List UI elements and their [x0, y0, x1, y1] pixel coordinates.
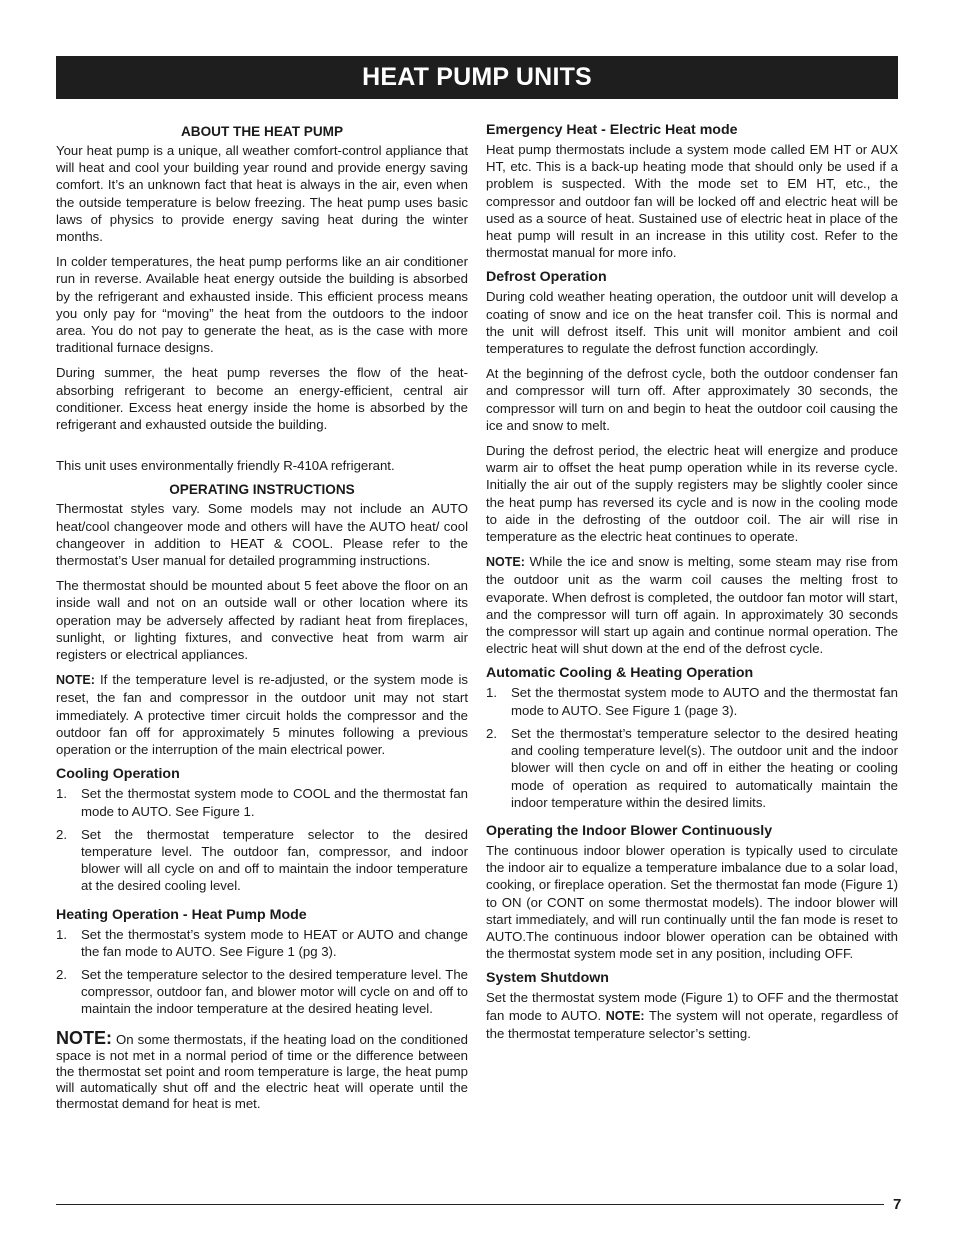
about-paragraph-4: This unit uses environmentally friendly R-410A refrigerant. [56, 458, 395, 474]
list-number: 1. [56, 926, 67, 942]
shutdown-text-b: The system will not operate, regardless of the thermostat temperature selector’s setting. [486, 1007, 898, 1041]
defrost-paragraph-3: During the defrost period, the electric heat will energize and produce warm air to offset the heat pump operation while in its reverse cycle. Initially the air out of the supply registers may be slightly cooler since the heat pump has reversed its cycle and is now in the cooling mode to aide in the defrosting of the outdoor coil. The air will rise in temperature as the electric heat continues to operate. [486, 443, 898, 545]
shutdown-heading: System Shutdown [486, 970, 609, 987]
defrost-paragraph-2: At the beginning of the defrost cycle, both the outdoor condenser fan and compressor will turn off. After approximately 30 seconds, the compressor will turn on and begin to heat the outdoor coil causing the ice and snow to melt. [486, 366, 898, 433]
list-item [56, 826, 468, 895]
about-paragraph-1: Your heat pump is a unique, all weather comfort-control appliance that will heat and cool your building year round and provide energy saving comfort. It’s an unknown fact that heat is always in the air, even when the outside temperature is below freezing. The heat pump uses basic laws of physics to provide energy saving heat during the winter months. [56, 143, 468, 245]
list-text: Set the thermostat’s temperature selector to the desired heating and cooling temperature level(s). The outdoor unit and the indoor blower will then cycle on and off in either the heating or cooling mode of operation as required to automatically maintain the indoor temperature within the desired limits. [511, 725, 898, 810]
page-number: 7 [893, 1196, 902, 1213]
list-item [486, 725, 898, 811]
list-text: Set the temperature selector to the desired temperature level. The compressor, outdoor fan, and blower motor will cycle on and off to maintain the indoor temperature at the desired heating level. [81, 966, 468, 1017]
cooling-heading: Cooling Operation [56, 766, 180, 783]
list-number: 2. [56, 826, 67, 842]
operating-paragraph-2: The thermostat should be mounted about 5 feet above the floor on an inside wall and not on an outside wall or other location where its operation may be adversely affected by radiant heat from fireplaces, sunlight, or lighting fixtures, and convective heat from warm air registers or electrical appliances. [56, 578, 468, 663]
list-text: Set the thermostat system mode to COOL and the thermostat fan mode to AUTO. See Figure 1. [81, 786, 468, 819]
title-banner [56, 56, 898, 99]
list-text: Set the thermostat’s system mode to HEAT or AUTO and change the fan mode to AUTO. See Figure 1 (pg 3). [81, 926, 468, 959]
shutdown-text-a: Set the thermostat system mode (Figure 1) to OFF and the thermostat fan mode to AUTO. [486, 990, 898, 1023]
heating-note [56, 1027, 468, 1113]
about-paragraph-3: During summer, the heat pump reverses the flow of the heat-absorbing refrigerant to become an energy-efficient, central air conditioner. Excess heat energy inside the home is absorbed by the refrigerant and exhausted outside the building. [56, 365, 468, 433]
list-text: Set the thermostat temperature selector to the desired temperature level. The outdoor fan, compressor, and indoor blower will all cycle on and off to maintain the indoor temperature at the desired cooling level. [81, 826, 468, 894]
operating-note [56, 671, 468, 758]
note-text: If the temperature level is re-adjusted, or the system mode is reset, the fan and compressor in the outdoor unit may not start immediately. A protective timer circuit holds the compressor and the outdoor fan off for approximately 5 minutes following a previous operation or the interruption of the main electrical power. [56, 672, 468, 758]
defrost-note [486, 553, 898, 657]
list-item [56, 785, 468, 819]
footer-divider [56, 1204, 884, 1205]
auto-heading: Automatic Cooling & Heating Operation [486, 665, 754, 682]
operating-paragraph-1: Thermostat styles vary. Some models may not include an AUTO heat/cool changeover mode and others will have the AUTO heat/ cool changeover in addition to HEAT & COOL. Please refer to the thermostat’s User manual for detailed programming instructions. [56, 501, 468, 569]
cooling-list [56, 785, 468, 894]
list-number: 2. [56, 966, 67, 982]
list-text: Set the thermostat system mode to AUTO and the thermostat fan mode to AUTO. See Figure 1 (page 3). [511, 685, 898, 718]
note-text: While the ice and snow is melting, some steam may rise from the outdoor unit as the warm coil causes the melting frost to evaporate. When defrost is completed, the outdoor fan motor will start, and the compressor will turn off again. In approximately 30 seconds the compressor will start up again and continue normal operation. The electric heat will shut down at the end of the defrost cycle. [486, 554, 898, 657]
note-label: NOTE: [56, 1027, 112, 1048]
blower-heading: Operating the Indoor Blower Continuously [486, 822, 773, 839]
about-heading: ABOUT THE HEAT PUMP [180, 124, 344, 139]
emergency-paragraph: Heat pump thermostats include a system mode called EM HT or AUX HT, etc. This is a back-up heating mode that should only be used if a problem is suspected. With the mode set to EM HT, etc., the compressor and outdoor fan will be locked off and electric heat will be used as a source of heat. Sustained use of electric heat in place of the heat pump will result in an increase in this utility cost. Refer to the thermostat manual for more info. [486, 142, 898, 261]
defrost-heading: Defrost Operation [486, 269, 607, 286]
note-label: NOTE: [605, 1008, 645, 1023]
list-number: 2. [486, 725, 497, 741]
right-column [486, 122, 898, 1050]
list-item [56, 966, 468, 1018]
note-text: On some thermostats, if the heating load on the conditioned space is not met in a normal period of time or the difference between the thermostat set point and room temperature is large, the heat pump will automatically shut off and the electric heat will operate until the thermostat demand for heat is met. [56, 1031, 468, 1112]
left-column [56, 122, 468, 1121]
list-number: 1. [486, 685, 497, 701]
list-item [486, 684, 898, 718]
list-item [56, 926, 468, 960]
operating-heading: OPERATING INSTRUCTIONS [169, 482, 355, 498]
note-label: NOTE: [486, 555, 525, 570]
heating-list [56, 926, 468, 1018]
list-number: 1. [56, 786, 67, 802]
spacer [56, 441, 468, 457]
note-label: NOTE: [56, 673, 95, 688]
heating-heading: Heating Operation - Heat Pump Mode [56, 906, 307, 923]
about-paragraph-2: In colder temperatures, the heat pump performs like an air conditioner run in reverse. Available heat energy outside the building is absorbed by the refrigerant and exhausted inside. This efficient process means you only pay for “moving” the heat from the outdoors to the indoor area. You do not pay to generate the heat, as is the case with more traditional furnace designs. [56, 254, 468, 356]
auto-list [486, 684, 898, 810]
blower-paragraph: The continuous indoor blower operation is typically used to circulate the indoor air to equalize a temperature imbalance due to a solar load, cooking, or fireplace operation. Set the thermostat fan mode (Figure 1) to ON (or CONT on some thermostat models). The indoor blower will start immediately, and will run continually until the fan mode is reset to AUTO.The continuous indoor blower operation can be obtained with the thermostat system mode set in any position, including OFF. [486, 842, 898, 962]
page-title: HEAT PUMP UNITS [362, 63, 592, 91]
shutdown-paragraph [486, 989, 898, 1042]
defrost-paragraph-1: During cold weather heating operation, the outdoor unit will develop a coating of snow and ice on the heat transfer coil. This is normal and the unit will defrost itself. This unit will monitor ambient and coil temperatures to regulate the defrost function accordingly. [486, 289, 898, 357]
emergency-heading: Emergency Heat - Electric Heat mode [486, 122, 738, 138]
